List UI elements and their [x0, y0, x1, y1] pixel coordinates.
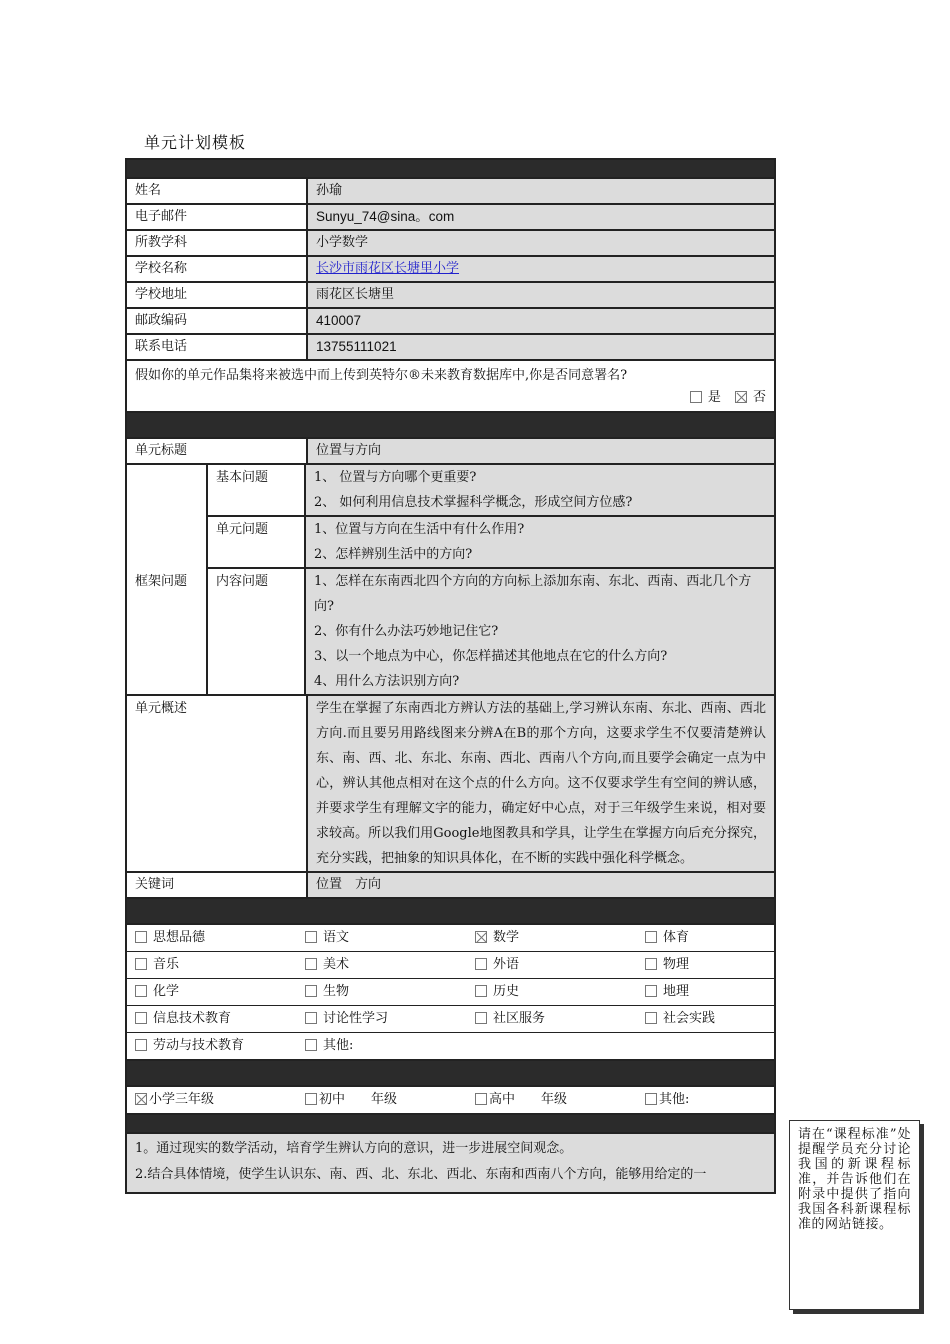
subject-checkbox[interactable] — [305, 1039, 317, 1051]
subject-row — [127, 1005, 774, 1032]
unit-title-label: 单元标题 — [127, 439, 308, 463]
row-unit-title — [127, 437, 774, 463]
subject-label: 音乐 — [153, 957, 180, 972]
consent-yes-label: 是 — [707, 390, 721, 405]
keywords-value[interactable]: 位置 方向 — [308, 873, 774, 897]
subject-label: 信息技术教育 — [153, 1011, 232, 1026]
subject-option[interactable] — [467, 925, 637, 951]
subject-label: 地理 — [663, 984, 690, 999]
basic-question-2[interactable]: 2、 如何利用信息技术掌握科学概念，形成空间方位感? — [314, 495, 633, 510]
subject-row — [127, 951, 774, 978]
consent-no-checkbox[interactable] — [735, 391, 747, 403]
subject-checkbox[interactable] — [475, 958, 487, 970]
subject-option[interactable] — [637, 925, 774, 951]
phone-label: 联系电话 — [127, 335, 308, 359]
subject-checkbox[interactable] — [135, 1039, 147, 1051]
subject-checkbox[interactable] — [305, 1012, 317, 1024]
consent-section — [127, 359, 774, 411]
subject-checkbox[interactable] — [645, 985, 657, 997]
content-question-3[interactable]: 3、以一个地点为中心，你怎样描述其他地点在它的什么方向? — [314, 649, 668, 664]
subject-option[interactable] — [127, 952, 297, 978]
subject-label: 化学 — [153, 984, 180, 999]
subject-option[interactable] — [637, 1006, 774, 1032]
learning-goals — [127, 1132, 774, 1192]
subject-label: 社会实践 — [663, 1011, 716, 1026]
subject-option[interactable] — [127, 979, 297, 1005]
subject-label: 所教学科 — [127, 231, 308, 255]
subject-option[interactable] — [467, 952, 637, 978]
grade-label: 其他: — [659, 1092, 690, 1107]
subject-label: 其他: — [323, 1038, 354, 1053]
unit-plan-form — [125, 158, 776, 1194]
subject-option[interactable] — [467, 979, 637, 1005]
subject-option[interactable] — [127, 1033, 297, 1059]
phone-value[interactable]: 13755111021 — [308, 335, 774, 359]
subject-label: 历史 — [493, 984, 520, 999]
subject-option[interactable] — [297, 1033, 774, 1059]
grade-label: 高中 年级 — [489, 1092, 568, 1107]
content-questions-label: 内容问题 — [208, 569, 306, 694]
email-label: 电子邮件 — [127, 205, 308, 229]
subject-option[interactable] — [127, 1006, 297, 1032]
consent-no-label: 否 — [752, 390, 766, 405]
goal-2[interactable]: 2.结合具体情境，使学生认识东、南、西、北、东北、西北、东南和西南八个方向，能够用给定的一 — [135, 1167, 707, 1182]
grade-option[interactable] — [467, 1087, 637, 1113]
subject-value[interactable]: 小学数学 — [308, 231, 774, 255]
row-unit-overview — [127, 694, 774, 871]
unit-overview-text[interactable]: 学生在掌握了东南西北方辨认方法的基础上,学习辨认东南、东北、西南、西北方向.而且要另用路线图来分辨A在B的那个方向，这要求学生不仅要清楚辨认东、南、西、北、东北、东南、西北、西南八个方向,而且要学会确定一点为中心，辨认其他点相对在这个点的什么方向。这不仅要求学生有空间的辨认感，并要求学生有理解文字的能力，确定好中心点，对于三年级学生来说，相对要求较高。所以我们用Google地图教具和学具，让学生在掌握方向后充分探究，充分实践，把抽象的知识具体化，在不断的实践中强化科学概念。 — [308, 696, 774, 871]
subject-label: 体育 — [663, 930, 690, 945]
content-questions — [208, 567, 774, 694]
subject-row — [127, 978, 774, 1005]
grade-checkbox[interactable] — [135, 1093, 147, 1105]
subject-option[interactable] — [297, 925, 467, 951]
subject-label: 语文 — [323, 930, 350, 945]
subject-checkbox[interactable] — [645, 958, 657, 970]
subject-row — [127, 1032, 774, 1059]
grade-row — [127, 1085, 774, 1113]
unit-questions-label: 单元问题 — [208, 517, 306, 567]
content-question-2[interactable]: 2、你有什么办法巧妙地记住它? — [314, 624, 499, 639]
basic-questions — [208, 465, 774, 515]
subject-label: 物理 — [663, 957, 690, 972]
subject-option[interactable] — [297, 1006, 467, 1032]
row-keywords — [127, 871, 774, 897]
subject-checkbox[interactable] — [135, 1012, 147, 1024]
subject-label: 思想品德 — [153, 930, 206, 945]
school-label: 学校名称 — [127, 257, 308, 281]
framework-questions — [127, 463, 774, 694]
subject-checkbox[interactable] — [475, 1012, 487, 1024]
subject-checkbox[interactable] — [305, 958, 317, 970]
grade-option[interactable] — [297, 1087, 467, 1113]
section-header-bar — [127, 897, 774, 923]
basic-questions-label: 基本问题 — [208, 465, 306, 515]
page-title: 单元计划模板 — [144, 133, 247, 152]
unit-title-value[interactable]: 位置与方向 — [308, 439, 774, 463]
subject-grid — [127, 923, 774, 1059]
content-question-4[interactable]: 4、用什么方法识别方向? — [314, 674, 460, 689]
grade-checkbox[interactable] — [475, 1093, 487, 1105]
side-note: 请在“课程标准”处提醒学员充分讨论我国的新课程标准，并告诉他们在附录中提供了指向我国各科新课程标准的网站链接。 — [789, 1120, 920, 1310]
subject-checkbox[interactable] — [305, 931, 317, 943]
subject-checkbox[interactable] — [135, 931, 147, 943]
unit-question-2[interactable]: 2、怎样辨别生活中的方向? — [314, 547, 473, 562]
subject-label: 美术 — [323, 957, 350, 972]
section-header-bar — [127, 160, 774, 177]
row-phone — [127, 333, 774, 359]
subject-option[interactable] — [467, 1006, 637, 1032]
section-header-bar — [127, 1113, 774, 1132]
row-email — [127, 203, 774, 229]
consent-question: 假如你的单元作品集将来被选中而上传到英特尔®未来教育数据库中,你是否同意署名? — [135, 368, 628, 383]
grade-label: 小学三年级 — [149, 1092, 215, 1107]
consent-yes-checkbox[interactable] — [690, 391, 702, 403]
consent-no-option[interactable] — [735, 390, 766, 405]
grade-label: 初中 年级 — [319, 1092, 398, 1107]
row-name — [127, 177, 774, 203]
grade-checkbox[interactable] — [305, 1093, 317, 1105]
email-value[interactable]: Sunyu_74@sina。com — [308, 205, 774, 229]
section-header-bar — [127, 411, 774, 437]
subject-label: 社区服务 — [493, 1011, 546, 1026]
row-subject — [127, 229, 774, 255]
zip-label: 邮政编码 — [127, 309, 308, 333]
subject-option[interactable] — [127, 925, 297, 951]
subject-checkbox[interactable] — [135, 958, 147, 970]
subject-checkbox[interactable] — [305, 985, 317, 997]
framework-label: 框架问题 — [127, 465, 208, 694]
unit-overview-label: 单元概述 — [127, 696, 308, 871]
subject-label: 外语 — [493, 957, 520, 972]
row-zip — [127, 307, 774, 333]
subject-checkbox[interactable] — [475, 931, 487, 943]
subject-checkbox[interactable] — [645, 1012, 657, 1024]
goal-1[interactable]: 1。通过现实的数学活动，培育学生辨认方向的意识，进一步进展空间观念。 — [135, 1141, 573, 1156]
subject-option[interactable] — [297, 979, 467, 1005]
zip-value[interactable]: 410007 — [308, 309, 774, 333]
subject-checkbox[interactable] — [135, 985, 147, 997]
consent-yes-option[interactable] — [690, 390, 725, 405]
subject-label: 数学 — [493, 930, 520, 945]
subject-checkbox[interactable] — [645, 931, 657, 943]
grade-checkbox[interactable] — [645, 1093, 657, 1105]
subject-option[interactable] — [297, 952, 467, 978]
school-link[interactable]: 长沙市雨花区长塘里小学 — [316, 261, 460, 276]
keywords-label: 关键词 — [127, 873, 308, 897]
content-question-1[interactable]: 1、怎样在东南西北四个方向的方向标上添加东南、东北、西南、西北几个方向? — [314, 574, 752, 614]
unit-questions — [208, 515, 774, 567]
name-value[interactable]: 孙瑜 — [308, 179, 774, 203]
address-value[interactable]: 雨花区长塘里 — [308, 283, 774, 307]
unit-question-1[interactable]: 1、位置与方向在生活中有什么作用? — [314, 522, 525, 537]
grade-option[interactable] — [127, 1087, 297, 1113]
name-label: 姓名 — [127, 179, 308, 203]
subject-option[interactable] — [637, 979, 774, 1005]
subject-option[interactable] — [637, 952, 774, 978]
grade-option[interactable] — [637, 1087, 774, 1113]
subject-checkbox[interactable] — [475, 985, 487, 997]
row-address — [127, 281, 774, 307]
row-school — [127, 255, 774, 281]
subject-label: 生物 — [323, 984, 350, 999]
subject-label: 讨论性学习 — [323, 1011, 389, 1026]
basic-question-1[interactable]: 1、 位置与方向哪个更重要? — [314, 470, 477, 485]
section-header-bar — [127, 1059, 774, 1085]
subject-row — [127, 925, 774, 951]
subject-label: 劳动与技术教育 — [153, 1038, 245, 1053]
address-label: 学校地址 — [127, 283, 308, 307]
